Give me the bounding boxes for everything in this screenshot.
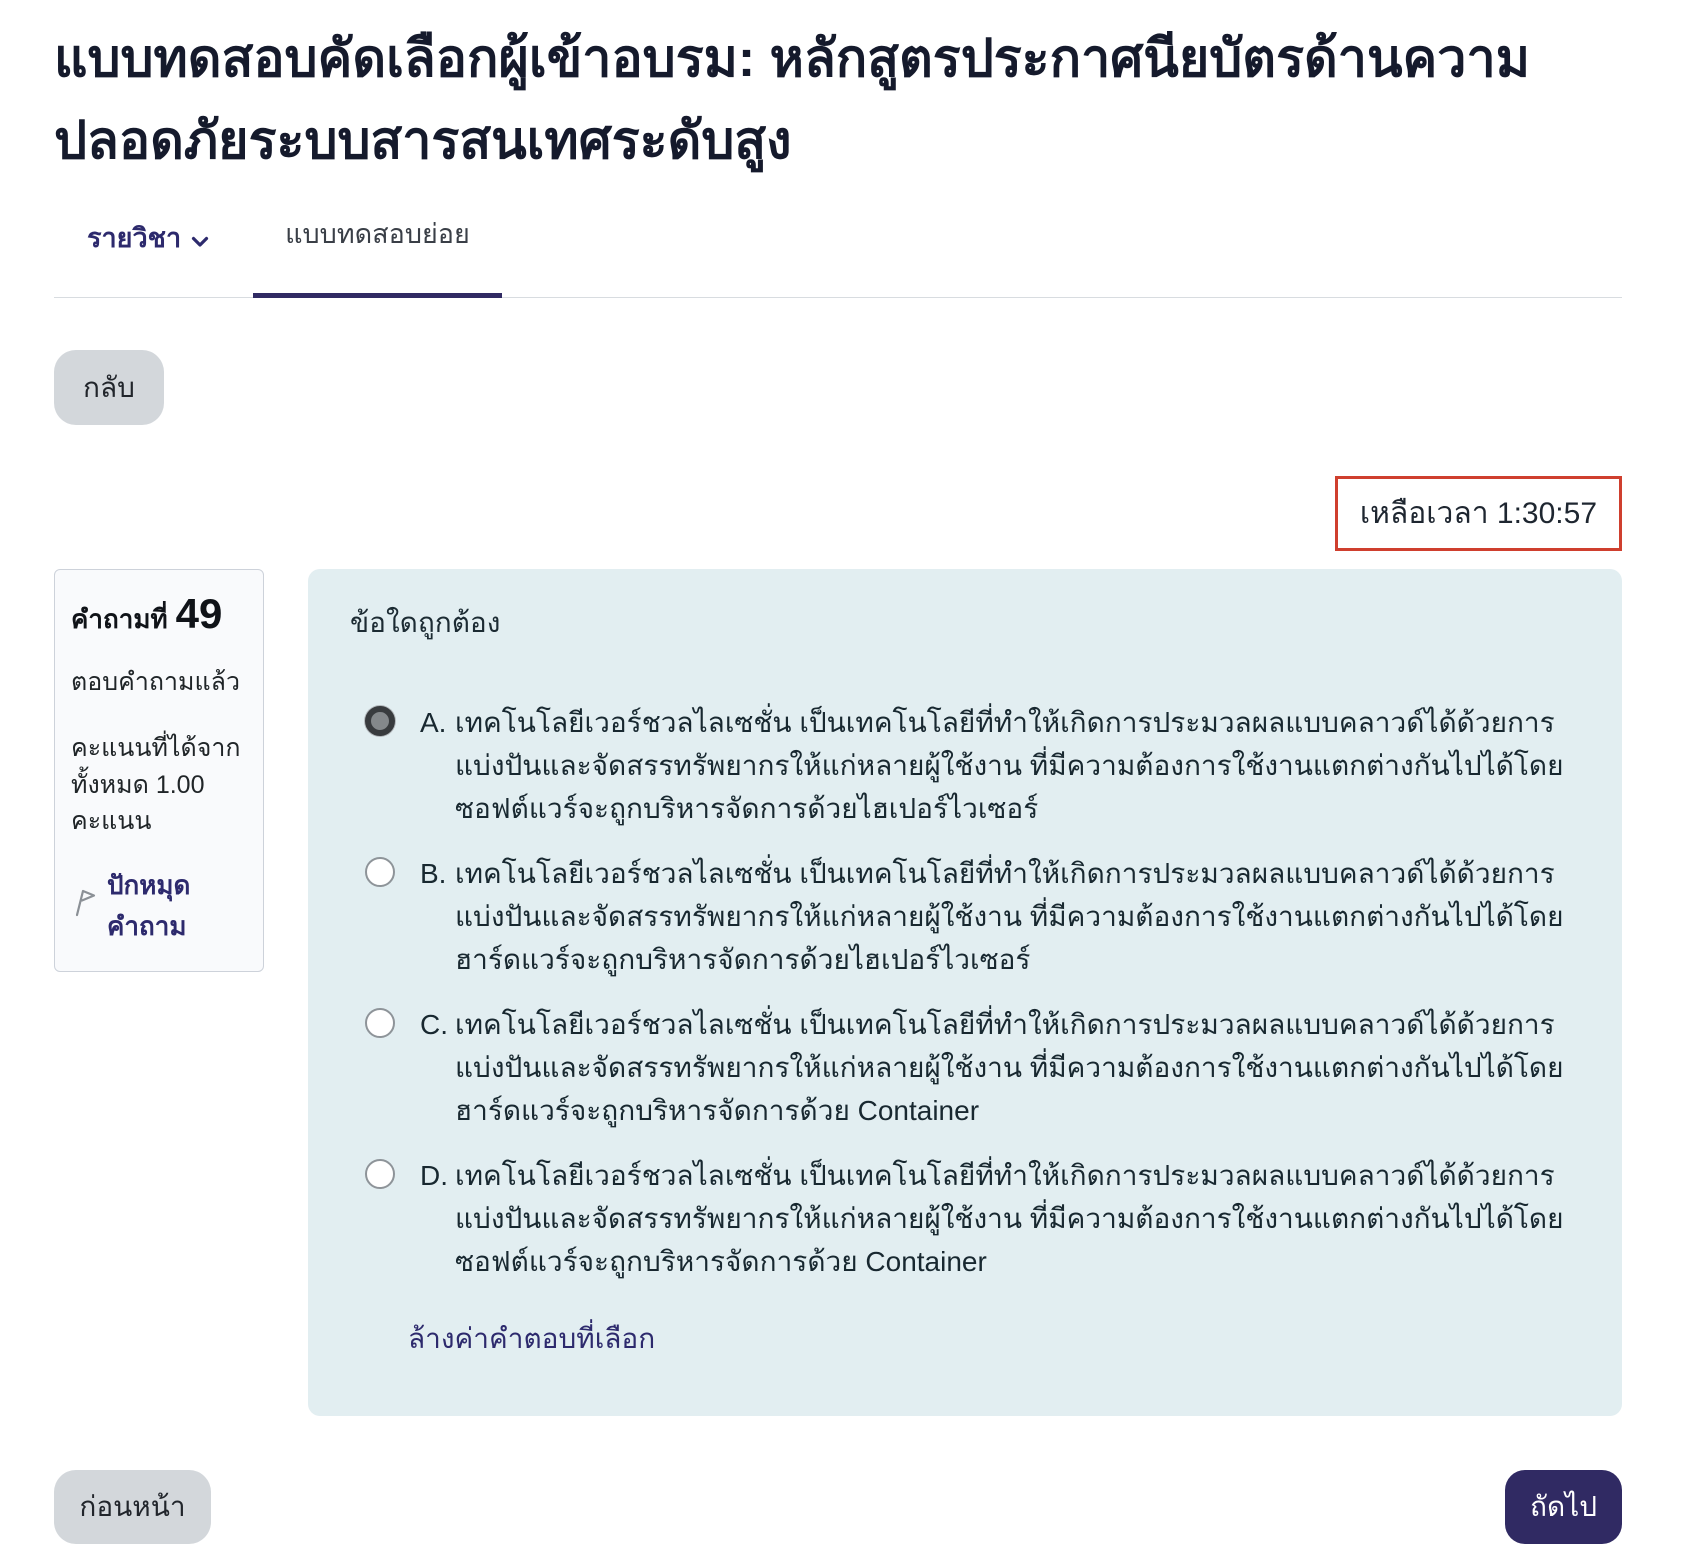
question-score: คะแนนที่ได้จากทั้งหมด 1.00 คะแนน — [71, 734, 241, 835]
flag-question-label: ปักหมุดคำถาม — [107, 870, 191, 942]
tab-quiz-label: แบบทดสอบย่อย — [285, 219, 470, 250]
radio-button[interactable] — [365, 1008, 395, 1038]
option-text: เทคโนโลยีเวอร์ชวลไลเซชั่น เป็นเทคโนโลยีที่ทำให้เกิดการประมวลผลแบบคลาวด์ได้ด้วยการแบ่งปันและจัดสรรทรัพยากรให้แก่หลายผู้ใช้งาน ที่มีความต้องการใช้งานแตกต่างกันไปได้โดยฮาร์ดแวร์จะถูกบริหารจัดการด้วย Container — [455, 1009, 1564, 1127]
clear-answer-link[interactable]: ล้างค่าคำตอบที่เลือก — [408, 1323, 656, 1355]
option-text: เทคโนโลยีเวอร์ชวลไลเซชั่น เป็นเทคโนโลยีที่ทำให้เกิดการประมวลผลแบบคลาวด์ได้ด้วยการแบ่งปันและจัดสรรทรัพยากรให้แก่หลายผู้ใช้งาน ที่มีความต้องการใช้งานแตกต่างกันไปได้โดยซอฟต์แวร์จะถูกบริหารจัดการด้วย Container — [455, 1160, 1564, 1278]
option-letter: D. — [420, 1160, 448, 1192]
question-status: ตอบคำถามแล้ว — [71, 668, 241, 697]
tab-course-dropdown[interactable] — [87, 216, 209, 297]
chevron-down-icon — [191, 224, 209, 255]
question-number-value: 49 — [175, 590, 223, 638]
question-number — [71, 590, 247, 640]
radio-button[interactable] — [365, 857, 395, 887]
answer-option[interactable] — [365, 852, 1592, 981]
flag-question-link[interactable] — [71, 865, 247, 947]
tab-bar — [54, 212, 1622, 298]
timer-row — [54, 476, 1622, 551]
answer-option[interactable] — [365, 1154, 1592, 1283]
option-letter: C. — [420, 1009, 448, 1041]
question-info-box — [54, 569, 264, 972]
tab-course-label: รายวิชา — [87, 223, 182, 254]
option-text: เทคโนโลยีเวอร์ชวลไลเซชั่น เป็นเทคโนโลยีที่ทำให้เกิดการประมวลผลแบบคลาวด์ได้ด้วยการแบ่งปันและจัดสรรทรัพยากรให้แก่หลายผู้ใช้งาน ที่มีความต้องการใช้งานแตกต่างกันไปได้โดยซอฟต์แวร์จะถูกบริหารจัดการด้วยไฮเปอร์ไวเซอร์ — [455, 707, 1564, 825]
question-text: ข้อใดถูกต้อง — [350, 607, 501, 639]
tab-quiz[interactable] — [253, 212, 502, 298]
question-panel — [308, 569, 1622, 1416]
option-letter: A. — [420, 707, 447, 739]
radio-button[interactable] — [365, 706, 395, 736]
page-title: แบบทดสอบคัดเลือกผู้เข้าอบรม: หลักสูตรประกาศนียบัตรด้านความปลอดภัยระบบสารสนเทศระดับสูง — [54, 30, 1530, 171]
previous-button[interactable]: ก่อนหน้า — [54, 1470, 211, 1544]
question-number-label: คำถามที่ — [71, 604, 168, 635]
next-button[interactable]: ถัดไป — [1505, 1470, 1622, 1544]
time-remaining-badge: เหลือเวลา 1:30:57 — [1335, 476, 1622, 551]
back-button[interactable]: กลับ — [54, 350, 164, 425]
option-letter: B. — [420, 858, 447, 890]
options-list — [350, 701, 1592, 1283]
answer-option[interactable] — [365, 701, 1592, 830]
bottom-navigation — [54, 1470, 1622, 1544]
flag-icon — [71, 888, 97, 925]
radio-button[interactable] — [365, 1159, 395, 1189]
answer-option[interactable] — [365, 1003, 1592, 1132]
option-text: เทคโนโลยีเวอร์ชวลไลเซชั่น เป็นเทคโนโลยีที่ทำให้เกิดการประมวลผลแบบคลาวด์ได้ด้วยการแบ่งปันและจัดสรรทรัพยากรให้แก่หลายผู้ใช้งาน ที่มีความต้องการใช้งานแตกต่างกันไปได้โดยฮาร์ดแวร์จะถูกบริหารจัดการด้วยไฮเปอร์ไวเซอร์ — [455, 858, 1564, 976]
